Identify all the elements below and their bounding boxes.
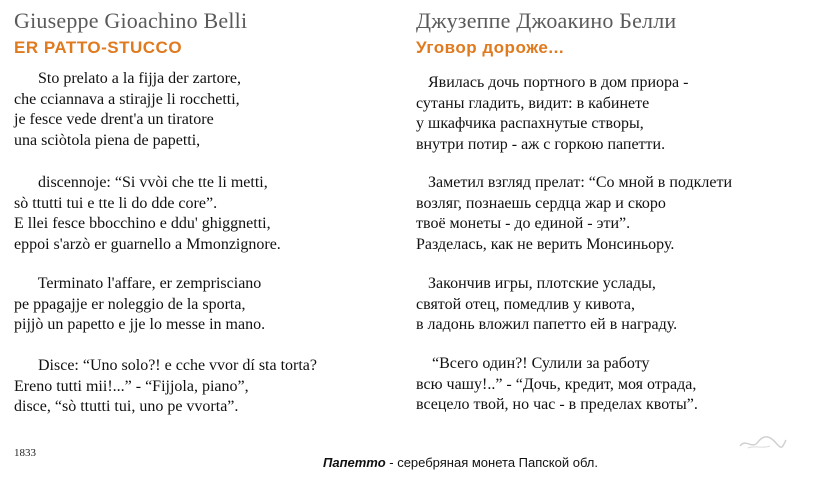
poem-line: eppoi s'arzò er guarnello a Mmonzignore. bbox=[14, 235, 281, 253]
poem-line: у шкафчика распахнутые створы, bbox=[416, 115, 644, 132]
footnote bbox=[323, 455, 598, 470]
poem-line: в ладонь вложил папетто ей в награду. bbox=[416, 316, 678, 333]
poem-line: E llei fesce bbocchino e ddu' ghiggnetti, bbox=[14, 215, 271, 232]
poem-title-russian: Уговор дороже... bbox=[416, 38, 565, 57]
poem-line: возляг, познаешь сердца жар и скоро bbox=[416, 194, 666, 212]
poem-line: Разделась, как не верить Монсиньору. bbox=[416, 235, 675, 253]
stanza-4-italian bbox=[14, 356, 317, 418]
poem-line: Sto prelato a la fijja der zartore, bbox=[14, 70, 242, 87]
poem-line: всецело твой, но час - в пределах квоты”. bbox=[416, 396, 698, 413]
poem-title-italian: ER PATTO-STUCCO bbox=[14, 38, 183, 57]
author-name-italian: Giuseppe Gioachino Belli bbox=[14, 8, 248, 33]
signature-scribble-icon bbox=[736, 430, 788, 454]
footnote-text: - серебряная монета Папской обл. bbox=[385, 455, 599, 470]
stanza-1-italian bbox=[14, 69, 241, 151]
footnote-term: Папетто bbox=[323, 455, 386, 470]
poem-line: “Всего один?! Сулили за работу bbox=[416, 355, 650, 372]
poem-line: pe ppagajje er noleggio de la sporta, bbox=[14, 295, 246, 313]
year-label: 1833 bbox=[14, 447, 36, 459]
stanza-4-russian bbox=[416, 354, 698, 416]
stanza-3-italian bbox=[14, 274, 265, 336]
stanza-3-russian bbox=[416, 274, 677, 336]
poem-line: всю чашу!..” - “Дочь, кредит, моя отрада, bbox=[416, 375, 697, 393]
stanza-1-russian bbox=[416, 73, 688, 155]
poem-line: сутаны гладить, видит: в кабинете bbox=[416, 94, 650, 112]
stanza-2-russian bbox=[416, 173, 732, 255]
poem-line: discennoje: “Si vvòi che tte li metti, bbox=[14, 174, 268, 191]
poem-line: una sciòtola piena de papetti, bbox=[14, 131, 201, 149]
poem-line: твоё монеты - до единой - эти”. bbox=[416, 215, 631, 232]
poem-line: Явилась дочь портного в дом приора - bbox=[416, 74, 689, 91]
poem-line: Заметил взгляд прелат: “Со мной в подклети bbox=[416, 174, 732, 191]
author-name-russian: Джузеппе Джоакино Белли bbox=[416, 8, 677, 33]
poem-line: внутри потир - аж с горкою папетти. bbox=[416, 135, 666, 153]
poem-line: sò ttutti tui e tte li do dde core”. bbox=[14, 194, 218, 212]
poem-line: Terminato l'affare, er zemprisciano bbox=[14, 275, 262, 292]
poem-line: che cciannava a stirajje li rocchetti, bbox=[14, 90, 240, 108]
poem-line: Disce: “Uno solo?! e cche vvor dí sta torta? bbox=[14, 357, 318, 374]
poem-line: Закончив игры, плотские услады, bbox=[416, 275, 656, 292]
poem-line: je fesce vede drent'a un tiratore bbox=[14, 111, 214, 128]
poem-line: disce, “sò ttutti tui, uno pe vvorta”. bbox=[14, 398, 239, 415]
stanza-2-italian bbox=[14, 173, 281, 255]
poem-line: pijjò un papetto e jje lo messe in mano. bbox=[14, 316, 266, 333]
poem-line: Ereno tutti mii!...” - “Fijjola, piano”, bbox=[14, 377, 249, 395]
poem-line: святой отец, помедлив у кивота, bbox=[416, 295, 635, 313]
